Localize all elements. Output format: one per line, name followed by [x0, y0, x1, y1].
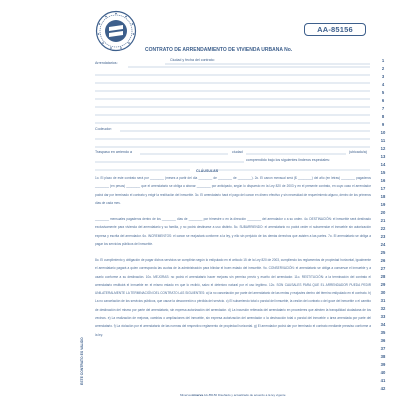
label-ubicado: (ubicado/a) [349, 150, 367, 154]
clauses-heading: CLÁUSULAS [196, 169, 219, 173]
notary-seal-icon [95, 10, 137, 52]
label-traspaso: Traspaso en arriendo a [95, 150, 133, 154]
label-linderos: comprendido bajo los siguientes linderos especiales: [246, 158, 330, 162]
clause-paragraph-3: 8o. El cumplimiento y obligación de pagar dichos servicios se cumplirán según lo estipulado en el artículo 15 de la Ley 820 de 2003, cumpliendo los reglamentos de propiedad horizontal, igualmente el arrendatario pagará a quien corresponda las cuotas de la administración para blindar el buen estado del inmueble. 9o. CONSERVACIÓN: el arrendatario se obliga a conservar el inmueble y a usarlo conforme a su destinación. 10o. MEJORAS: no podrá el arrendatario hacer mejoras sin permiso previo y escrito del arrendador. 11o. RESTITUCIÓN: a la terminación del contrato el arrendatario restituirá el inmueble en el mismo estado en que lo recibió, salvo el deterioro natural por el uso legítimo. 12o. SON CAUSALES PARA QUE EL ARRENDADOR PUEDA PEDIR UNILATERALMENTE LA TERMINACIÓN DEL CONTRATO LAS SIGUIENTES: a) la no cancelación por parte del arrendatario de las rentas y reajustes dentro del término estipulado en el contrato. b) La no cancelación de los servicios públicos, que cause la desconexión o pérdida del servicio. c) El subarriendo total o parcial del inmueble, la cesión del contrato o del goce del inmueble o el cambio de destinación del mismo por parte del arrendatario, sin expresa autorización del arrendador. d) La incursión reiterada del arrendatario en procederes que afecten la tranquilidad ciudadana de los vecinos. e) La realización de mejoras, cambios o ampliaciones del inmueble, sin expresa autorización del arrendador o la destrucción total o parcial del inmueble o área arrendada por parte del arrendatario. f) La violación por el arrendatario de las normas del respectivo reglamento de propiedad horizontal. g) El arrendador podrá dar por terminado el contrato mediante preaviso conforme a la ley. [95, 258, 371, 337]
city-date-label: Ciudad y fecha del contrato: [170, 58, 215, 62]
footer-text: AA-85156 Diseñado y actualizado de acuerdo a la ley vigente [203, 393, 286, 397]
sidebar-text: ESTE CONTRATO ES VALIDO [80, 337, 84, 385]
form-number-box: AA-85156 [304, 23, 366, 36]
footer [180, 393, 286, 397]
lease-contract-form: AA-85156 CONTRATO DE ARRENDAMIENTO DE VIVIENDA URBANA No. Ciudad y fecha del contrato: Arrendatarios: Codeudor: Traspaso en arriendo a ciudad (ubicado/a) comprendido bajo los siguientes linderos especiales: 1 2 3 4 5 6 7 8 9 10 11 12 13 14 15 16 17 18 19 20 21 22 23 24 25 26 27 28 29 30 31 32 33 34 35 36 37 38 39 40 41 42 CLÁUSULAS 1o. El plazo de este contrato será por ________ (meses a partir del día ________ de ________ de ________). 2o. El canon mensual será ($ ________) del año (en letras) ________ pagaderos ________ (en pesos) ________ que el arrendatario se obliga a abonar ________ por anticipado, según lo dispuesto en la Ley 820 de 2003 y en el presente contrato, en cuyo caso el arrendador podrá dar por terminado el contrato y exigir la restitución del inmueble. 3o. El arrendatario hará el pago del canon en dinero efectivo y sin necesidad de requerimiento alguno, dentro de los primeros días de cada mes. ________ mensuales pagaderos dentro de los ________ días de ________ por trimestre o en la dirección ________ del arrendador o a su orden. 4o. DESTINACIÓN: el inmueble será destinado exclusivamente para vivienda del arrendatario y su familia, y no podrá destinarse a uso distinto. 5o. SUBARRIENDO: el arrendatario no podrá ceder ni subarrendar el inmueble sin autorización expresa y escrita del arrendador. 6o. INCREMENTOS: el canon se reajustará conforme a la ley, y ello sin perjuicio de los demás derechos que asisten a las partes. 7o. El arrendatario se obliga a pagar los servicios públicos del inmueble. 8o. El cumplimiento y obligación de pagar dichos servicios se cumplirán según lo estipulado en el artículo 15 de la Ley 820 de 2003, cumpliendo los reglamentos de propiedad horizontal, igualmente el arrendatario pagará a quien corresponda las cuotas de la administración para blindar el buen estado del inmueble. 9o. CONSERVACIÓN: el arrendatario se obliga a conservar el inmueble y a usarlo conforme a su destinación. 10o. MEJORAS: no podrá el arrendatario hacer mejoras sin permiso previo y escrito del arrendador. 11o. RESTITUCIÓN: a la terminación del contrato el arrendatario restituirá el inmueble en el mismo estado en que lo recibió, salvo el deterioro natural por el uso legítimo. 12o. SON CAUSALES PARA QUE EL ARRENDADOR PUEDA PEDIR UNILATERALMENTE LA TERMINACIÓN DEL CONTRATO LAS SIGUIENTES: a) la no cancelación por parte del arrendatario de las rentas y reajustes dentro del término estipulado en el contrato. b) La no cancelación de los servicios públicos, que cause la desconexión o pérdida del servicio. c) El subarriendo total o parcial del inmueble, la cesión del contrato o del goce del inmueble o el cambio de destinación del mismo por parte del arrendatario, sin expresa autorización del arrendador. d) La incursión reiterada del arrendatario en procederes que afecten la tranquilidad ciudadana de los vecinos. e) La realización de mejoras, cambios o ampliaciones del inmueble, sin expresa autorización del arrendador o la destrucción total o parcial del inmueble o área arrendada por parte del arrendatario. f) La violación por el arrendatario de las normas del respectivo reglamento de propiedad horizontal. g) El arrendador podrá dar por terminado el contrato mediante preaviso conforme a la ley. ESTE CONTRATO ES VALIDO Minerva minerva AA-85156 Diseñado y actualizado de acuerdo a la ley vigente [0, 0, 400, 400]
footer-brand-logo: minerva [191, 393, 204, 397]
contract-title: CONTRATO DE ARRENDAMIENTO DE VIVIENDA URBANA No. [145, 47, 293, 53]
sidebar-vertical-note [80, 337, 90, 385]
label-ciudad: ciudad [232, 150, 243, 154]
footer-prefix: Minerva [180, 393, 191, 397]
clause-paragraph-2: ________ mensuales pagaderos dentro de los ________ días de ________ por trimestre o en la dirección ________ del arrendador o a su orden. 4o. DESTINACIÓN: el inmueble será destinado exclusivamente para vivienda del arrendatario y su familia, y no podrá destinarse a uso distinto. 5o. SUBARRIENDO: el arrendatario no podrá ceder ni subarrendar el inmueble sin autorización expresa y escrita del arrendador. 6o. INCREMENTOS: el canon se reajustará conforme a la ley, y ello sin perjuicio de los demás derechos que asisten a las partes. 7o. El arrendatario se obliga a pagar los servicios públicos del inmueble. [95, 217, 371, 246]
label-arrendatarios: Arrendatarios: [95, 61, 118, 65]
label-codeudor: Codeudor: [95, 127, 112, 131]
clause-paragraph-1: 1o. El plazo de este contrato será por ________ (meses a partir del día ________ de ________ de ________). 2o. El canon mensual será ($ ________) del año (en letras) ________ pagaderos ________ (en pesos) ________ que el arrendatario se obliga a abonar ________ por anticipado, según lo dispuesto en la Ley 820 de 2003 y en el presente contrato, en cuyo caso el arrendador podrá dar por terminado el contrato y exigir la restitución del inmueble. 3o. El arrendatario hará el pago del canon en dinero efectivo y sin necesidad de requerimiento alguno, dentro de los primeros días de cada mes. [95, 176, 371, 205]
